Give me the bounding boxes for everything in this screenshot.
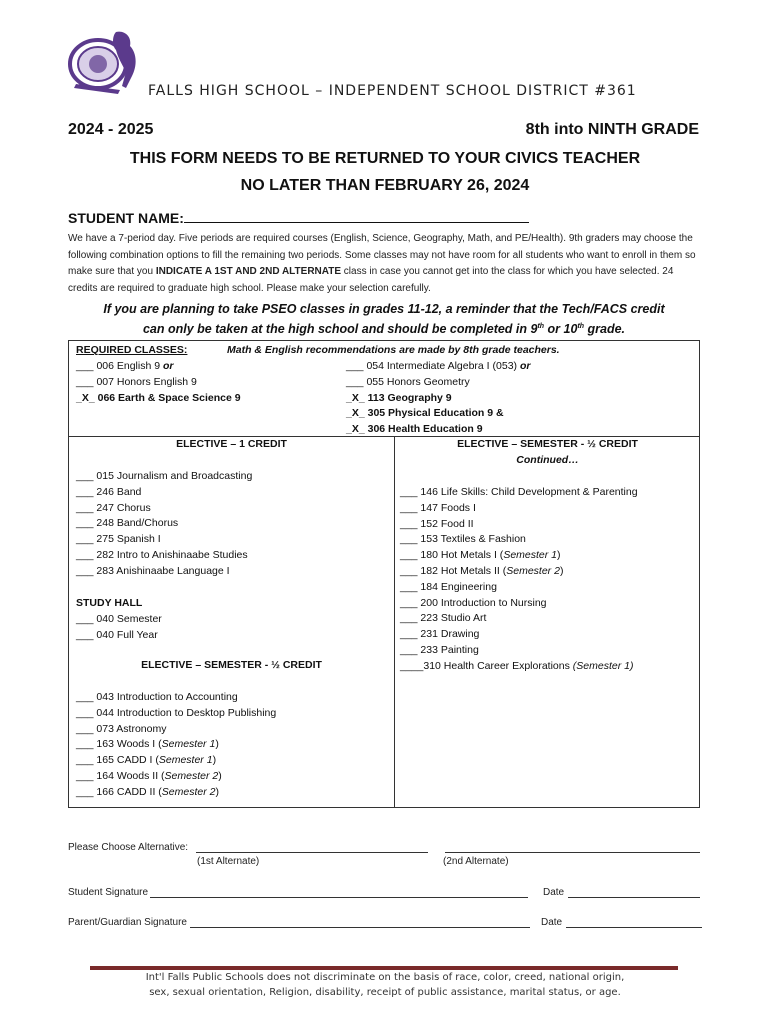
elective-course-item: ___ 015 Journalism and Broadcasting xyxy=(76,470,253,482)
elective-continued-item: ___ 231 Drawing xyxy=(400,628,480,641)
alternate-1-label: (1st Alternate) xyxy=(197,856,260,867)
school-name: FALLS HIGH SCHOOL – INDEPENDENT SCHOOL DISTRICT #361 xyxy=(148,83,637,99)
parent-date-label: Date xyxy=(541,917,563,928)
elective-continued-item: ___ 182 Hot Metals II (Semester 2) xyxy=(400,565,564,577)
disclaimer-line-1: Int'l Falls Public Schools does not discriminate on the basis of race, color, creed, national origin, xyxy=(145,972,625,983)
elective-continued-item: ___ 180 Hot Metals I (Semester 1) xyxy=(400,549,561,562)
elective-1-credit-heading: ELECTIVE – 1 CREDIT xyxy=(176,438,287,450)
required-course-left: ___ 006 English 9 or xyxy=(76,360,174,372)
elective-course-item: ___ 248 Band/Chorus xyxy=(76,517,179,530)
intro-text-2: class in case you cannot get into the class for which you have selected. 24 credits are required to graduate high school. Please make your selection carefully. xyxy=(68,266,674,294)
required-course-left: _X_ 066 Earth & Space Science 9 xyxy=(76,391,241,404)
parent-signature-field[interactable] xyxy=(190,917,530,931)
alternate-1-field[interactable] xyxy=(196,842,428,856)
required-course-right: _X_ 113 Geography 9 xyxy=(346,391,452,404)
pseo-line-1: If you are planning to take PSEO classes in grades 11-12, a reminder that the Tech/FACS credit xyxy=(103,302,665,316)
elective-course-item: ___ 247 Chorus xyxy=(76,501,151,514)
elective-semester-item: ___ 164 Woods II (Semester 2) xyxy=(76,770,222,782)
required-course-left: ___ 007 Honors English 9 xyxy=(76,375,197,388)
pseo-line-2: can only be taken at the high school and should be completed in 9th or 10th grade. xyxy=(142,322,626,337)
column-divider xyxy=(394,436,395,807)
student-name-line[interactable] xyxy=(184,210,529,223)
intro-paragraph xyxy=(68,231,704,297)
elective-continued-item: ___ 152 Food II xyxy=(400,517,474,530)
alternative-label: Please Choose Alternative: xyxy=(68,842,189,853)
elective-continued-sub: Continued… xyxy=(516,454,579,466)
elective-continued-item: ___ 233 Painting xyxy=(400,644,479,656)
student-date-field[interactable] xyxy=(568,887,700,901)
school-logo xyxy=(66,28,146,94)
elective-semester-item: ___ 163 Woods I (Semester 1) xyxy=(76,738,219,751)
disclaimer-line-2: sex, sexual orientation, Religion, disability, receipt of public assistance, marital status, or age. xyxy=(149,987,621,998)
elective-continued-item: ___ 200 Introduction to Nursing xyxy=(400,596,547,609)
student-name-label: STUDENT NAME: xyxy=(68,210,184,226)
pseo-notice xyxy=(68,300,700,338)
divider xyxy=(69,436,699,437)
elective-course-item: ___ 282 Intro to Anishinaabe Studies xyxy=(76,549,248,561)
study-hall-heading: STUDY HALL xyxy=(76,597,143,609)
required-heading: REQUIRED CLASSES: xyxy=(76,344,188,356)
course-selection-box xyxy=(68,340,700,808)
elective-continued-item: ____310 Health Career Explorations (Semester 1) xyxy=(400,659,634,672)
student-signature-label: Student Signature xyxy=(68,887,149,898)
school-year: 2024 - 2025 xyxy=(68,121,154,138)
intro-emphasis: INDICATE A 1ST AND 2ND ALTERNATE xyxy=(155,266,342,277)
alternate-2-field[interactable] xyxy=(445,842,700,856)
elective-semester-item: ___ 166 CADD II (Semester 2) xyxy=(76,785,219,798)
study-hall-item: ___ 040 Semester xyxy=(76,613,162,625)
required-note: Math & English recommendations are made by 8th grade teachers. xyxy=(227,344,560,356)
parent-date-field[interactable] xyxy=(566,917,702,931)
elective-continued-item: ___ 184 Engineering xyxy=(400,580,497,593)
elective-semester-item: ___ 073 Astronomy xyxy=(76,722,167,735)
elective-continued-heading: ELECTIVE – SEMESTER - ½ CREDIT xyxy=(457,438,638,450)
student-signature-field[interactable] xyxy=(150,887,528,901)
alternate-2-label: (2nd Alternate) xyxy=(443,856,509,867)
elective-semester-item: ___ 165 CADD I (Semester 1) xyxy=(76,754,217,767)
elective-course-item: ___ 246 Band xyxy=(76,485,142,498)
required-course-right: _X_ 305 Physical Education 9 & xyxy=(346,407,504,420)
student-date-label: Date xyxy=(543,887,565,898)
elective-continued-item: ___ 223 Studio Art xyxy=(400,612,487,625)
required-course-right: ___ 054 Intermediate Algebra I (053) or xyxy=(346,360,531,372)
required-course-right: ___ 055 Honors Geometry xyxy=(346,375,470,388)
elective-semester-heading: ELECTIVE – SEMESTER - ½ CREDIT xyxy=(141,659,322,671)
elective-course-item: ___ 275 Spanish I xyxy=(76,533,161,546)
elective-continued-item: ___ 146 Life Skills: Child Development & Parenting xyxy=(400,486,638,498)
student-name-field[interactable] xyxy=(68,210,529,226)
elective-semester-item: ___ 043 Introduction to Accounting xyxy=(76,691,238,703)
elective-course-item: ___ 283 Anishinaabe Language I xyxy=(76,564,230,577)
grade-level: 8th into NINTH GRADE xyxy=(525,121,699,138)
form-title: THIS FORM NEEDS TO BE RETURNED TO YOUR CIVICS TEACHER xyxy=(129,150,641,167)
required-course-right: _X_ 306 Health Education 9 xyxy=(346,423,483,436)
parent-signature-label: Parent/Guardian Signature xyxy=(68,917,187,928)
elective-continued-item: ___ 153 Textiles & Fashion xyxy=(400,533,526,546)
study-hall-item: ___ 040 Full Year xyxy=(76,628,158,641)
intro-text-1: We have a 7-period day. Five periods are required courses (English, Science, Geography, Math, and PE/Health). 9th graders may choose the following combination options to fill the remaining two periods. Some classes may not have room for all students who want to enroll in them so make sure that you xyxy=(68,233,696,277)
elective-continued-item: ___ 147 Foods I xyxy=(400,501,476,514)
form-deadline: NO LATER THAN FEBRUARY 26, 2024 xyxy=(240,177,530,194)
elective-semester-item: ___ 044 Introduction to Desktop Publishing xyxy=(76,706,277,719)
